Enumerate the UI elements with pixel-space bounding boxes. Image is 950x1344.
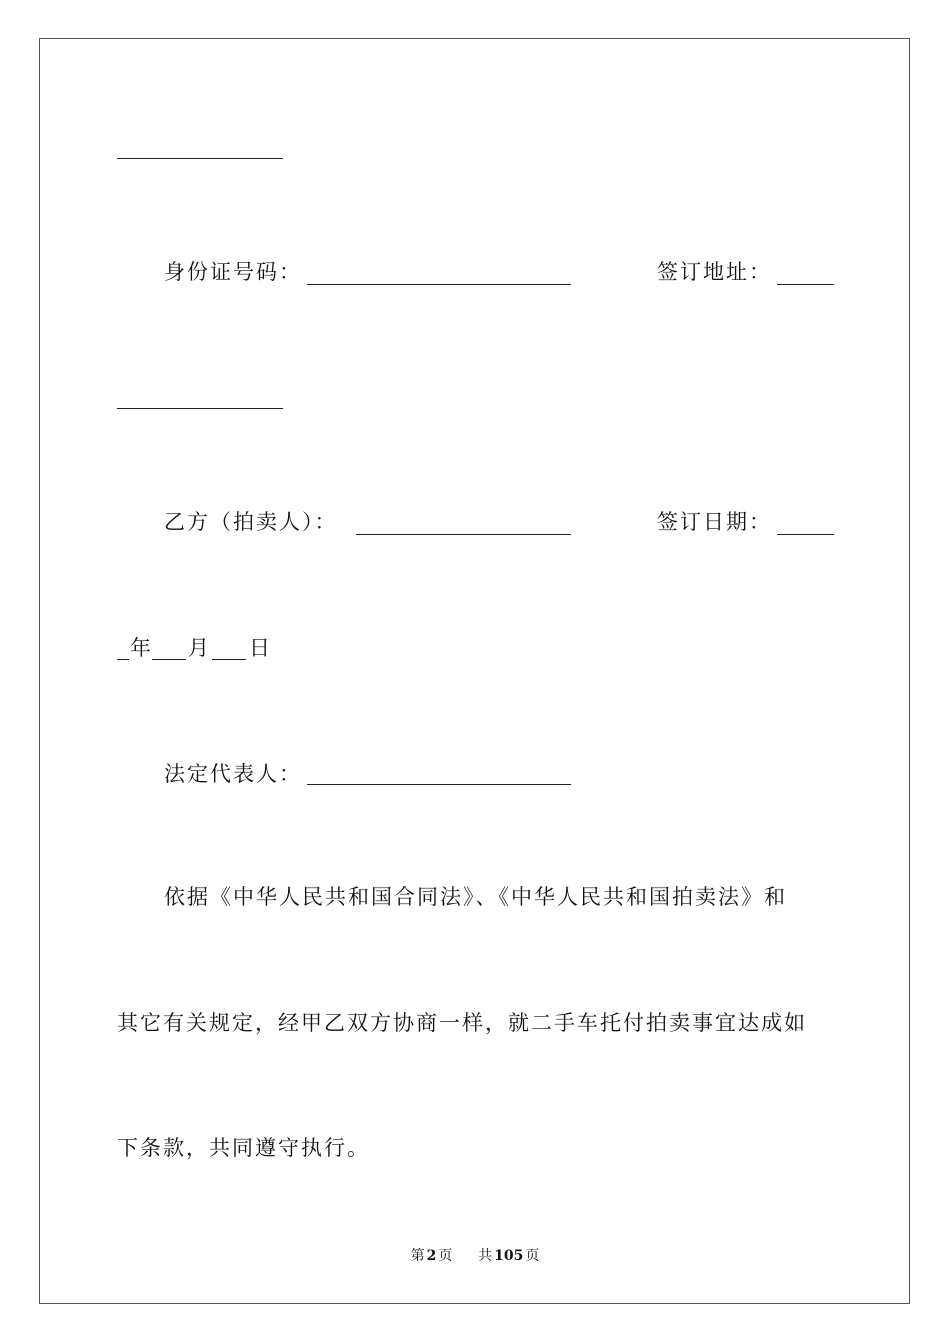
- date-month: 月: [188, 636, 211, 660]
- total-suffix: 页: [525, 1248, 540, 1264]
- month-blank: [152, 659, 186, 660]
- total-prefix: 共: [478, 1248, 493, 1264]
- party-b-label: 乙方（拍卖人）：: [164, 510, 338, 534]
- sign-date-blank: [777, 534, 834, 535]
- sign-address-blank-continued: [117, 408, 283, 409]
- total-number: 105: [494, 1248, 524, 1264]
- body-line-2: 其它有关规定，经甲乙双方协商一样，就二手车托付拍卖事宜达成如: [117, 1011, 807, 1035]
- page-indicator: [409, 1248, 455, 1264]
- date-day: 日: [249, 636, 272, 660]
- sign-address-label: 签订地址：: [657, 260, 772, 284]
- body-line-3: 下条款，共同遵守执行。: [117, 1136, 370, 1160]
- year-blank-tail: [117, 659, 129, 660]
- party-b-blank: [356, 534, 571, 535]
- body-line-1: 依据《中华人民共和国合同法》、《中华人民共和国拍卖法》和: [164, 885, 787, 909]
- page-suffix: 页: [438, 1248, 453, 1264]
- id-number-label: 身份证号码：: [164, 260, 302, 284]
- page-footer: [0, 1246, 950, 1266]
- legal-rep-label: 法定代表人：: [164, 762, 302, 786]
- id-number-blank: [307, 284, 571, 285]
- day-blank: [212, 659, 246, 660]
- page-border: [39, 38, 910, 1304]
- address-blank-continued-top: [117, 158, 283, 159]
- sign-address-blank: [777, 284, 834, 285]
- total-indicator: [476, 1248, 541, 1264]
- page-prefix: 第: [410, 1248, 425, 1264]
- sign-date-label: 签订日期：: [657, 510, 772, 534]
- date-year: 年: [130, 636, 153, 660]
- legal-rep-blank: [307, 784, 571, 785]
- page-number: 2: [426, 1248, 437, 1264]
